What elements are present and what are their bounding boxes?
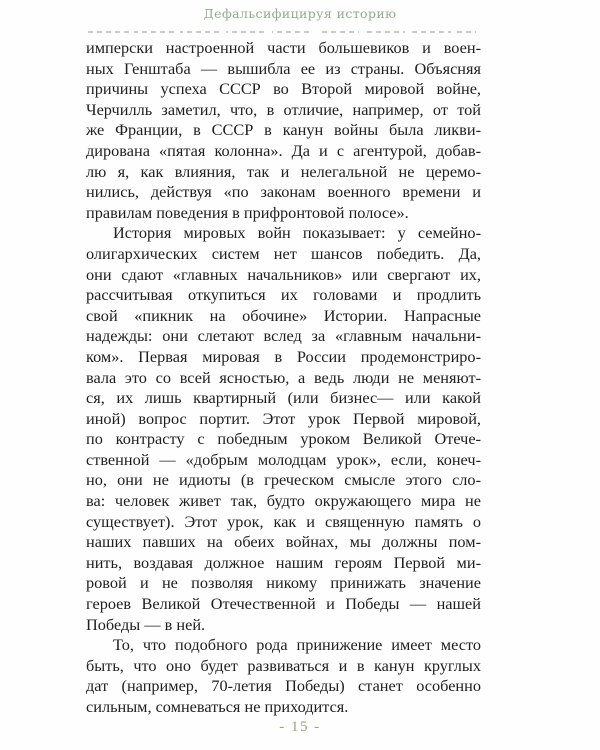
- text-line: сильным, сомневаться не приходится.: [86, 697, 349, 716]
- running-header: [0, 6, 600, 21]
- text-line: нились, действуя «по законам военного времени и: [86, 182, 481, 202]
- text-line: лю я, как влияния, так и нелегальной не церемо-: [86, 161, 481, 181]
- text-line: дат (например, 70-летия Победы) станет особенно: [86, 676, 481, 696]
- text-line: вала это со всей ясностью, а ведь люди не меняют-: [86, 367, 481, 387]
- text-line: нить, воздавая должное нашим героям Первой ми-: [86, 552, 481, 572]
- page-number: - 15 -: [279, 719, 321, 735]
- text-line: ва: человек живет так, будто окружающего мира не: [86, 491, 481, 511]
- text-line: но, они не идиоты (в греческом смысле этого сло-: [86, 470, 481, 490]
- text-line: они сдают «главных начальников» или свергают их,: [86, 264, 481, 284]
- text-line: Победы — в ней.: [86, 614, 206, 634]
- text-line: ственной — «добрым молодцам урок», если, конеч-: [86, 449, 481, 469]
- paragraph: [86, 38, 481, 223]
- text-line: надежды: они слетают вслед за «главным начальни-: [86, 326, 481, 346]
- text-line: существует). Этот урок, как и священную память о: [86, 511, 481, 531]
- text-line: свой «пикник на обочине» Истории. Напрасные: [86, 305, 481, 325]
- text-line: причины успеха СССР во Второй мировой войне,: [86, 79, 481, 99]
- text-line: Черчилль заметил, что, в отличие, например, от той: [86, 99, 481, 119]
- text-line: имперски настроенной части большевиков и воен-: [86, 38, 481, 57]
- text-line: правилам поведения в прифронтовой полосе».: [86, 202, 409, 222]
- text-line: по контрасту с победным уроком Великой Отече-: [86, 429, 481, 449]
- text-line: рассчитывая откупиться их головами и продлить: [86, 285, 481, 305]
- paragraph: [86, 635, 481, 717]
- text-line: наших павших на обеих войнах, мы должны пом-: [86, 532, 481, 552]
- text-line: История мировых войн показывает: у семейно-: [113, 223, 481, 243]
- text-line: То, что подобного рода принижение имеет место: [113, 635, 481, 655]
- text-line: ных Генштаба — вышибла ее из страны. Объясняя: [86, 58, 481, 78]
- text-line: же Франции, в СССР в канун войны была ликви-: [86, 120, 481, 140]
- running-header-title: Дефальсифицируя историю: [203, 6, 397, 21]
- text-line: дирована «пятая колонна». Да и с агентурой, добав-: [86, 140, 481, 160]
- text-line: иной) вопрос портит. Этот урок Первой мировой,: [86, 408, 481, 428]
- text-line: быть, что оно будет развиваться и в канун круглых: [86, 655, 481, 675]
- text-line: олигархических систем нет шансов победить. Да,: [86, 243, 481, 263]
- text-line: героев Великой Отечественной и Победы — нашей: [86, 594, 481, 614]
- header-divider-dotted-line: [88, 31, 476, 33]
- text-line: ком». Первая мировая в России продемонстриро-: [86, 346, 481, 366]
- body-text: [86, 38, 481, 718]
- text-line: ся, их лишь квартирный (или бизнес— или какой: [86, 388, 481, 408]
- paragraph: [86, 223, 481, 635]
- text-line: ровой и не позволяя никому принижать значение: [86, 573, 481, 593]
